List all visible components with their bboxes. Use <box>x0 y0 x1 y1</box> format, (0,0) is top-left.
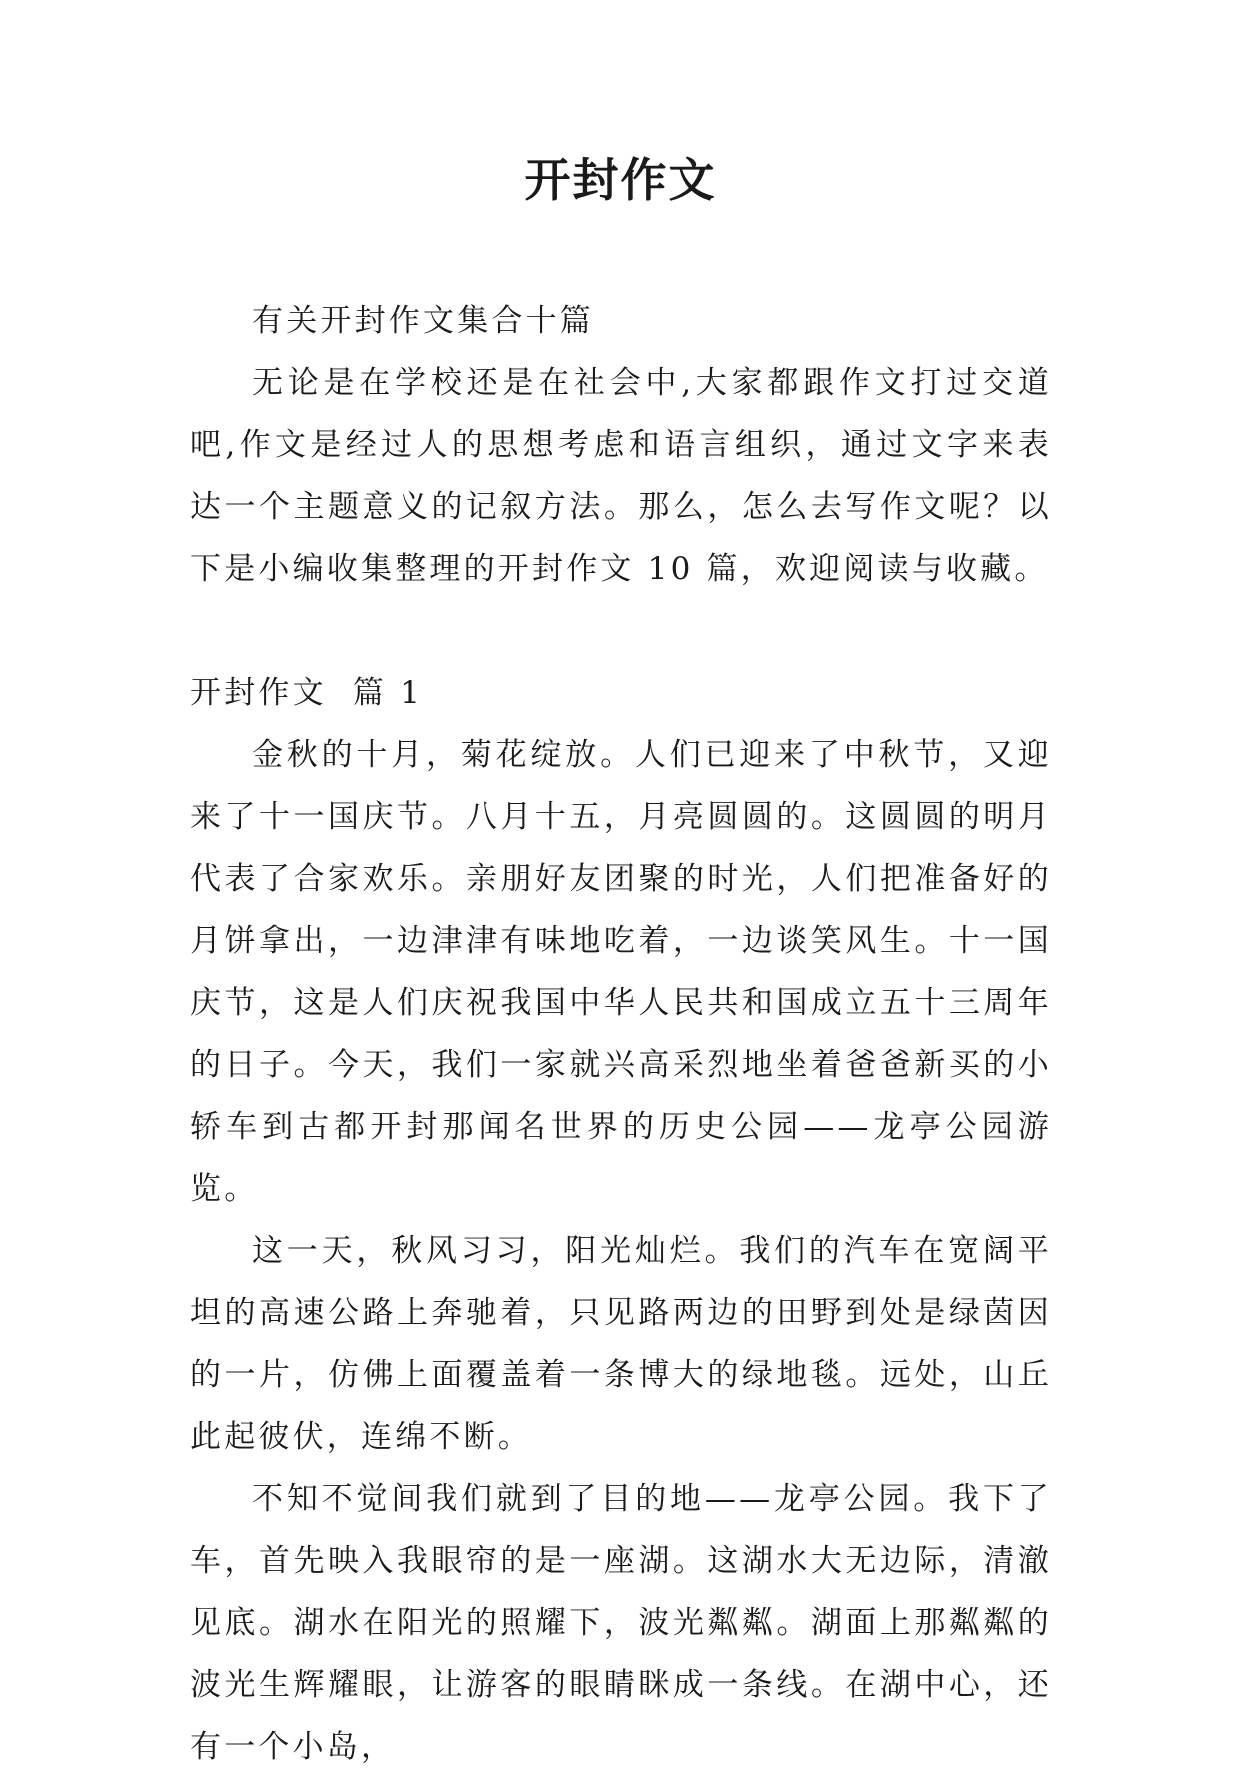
section-heading: 开封作文 篇 1 <box>190 675 424 711</box>
document-body <box>190 290 1052 1778</box>
page-title: 开封作文 <box>524 153 717 207</box>
section-spacer <box>190 600 1052 662</box>
body-paragraph-3: 不知不觉间我们就到了目的地——龙亭公园。我下了车，首先映入我眼帘的是一座湖。这湖水大无边际，清澈见底。湖水在阳光的照耀下，波光粼粼。湖面上那粼粼的波光生辉耀眼，让游客的眼睛眯成一条线。在湖中心，还有一个小岛， <box>190 1481 1052 1765</box>
intro-paragraph: 无论是在学校还是在社会中,大家都跟作文打过交道吧,作文是经过人的思想考虑和语言组织，通过文字来表达一个主题意义的记叙方法。那么，怎么去写作文呢？以下是小编收集整理的开封作文 10 篇，欢迎阅读与收藏。 <box>190 365 1052 587</box>
body-paragraph-1: 金秋的十月，菊花绽放。人们已迎来了中秋节，又迎来了十一国庆节。八月十五，月亮圆圆的。这圆圆的明月代表了合家欢乐。亲朋好友团聚的时光，人们把准备好的月饼拿出，一边津津有味地吃着，一边谈笑风生。十一国庆节，这是人们庆祝我国中华人民共和国成立五十三周年的日子。今天，我们一家就兴高采烈地坐着爸爸新买的小轿车到古都开封那闻名世界的历史公园——龙亭公园游览。 <box>190 737 1052 1207</box>
subtitle-paragraph: 有关开封作文集合十篇 <box>252 303 594 339</box>
body-paragraph-2: 这一天，秋风习习，阳光灿烂。我们的汽车在宽阔平坦的高速公路上奔驰着，只见路两边的田野到处是绿茵因的一片，仿佛上面覆盖着一条博大的绿地毯。远处，山丘此起彼伏，连绵不断。 <box>190 1233 1052 1455</box>
